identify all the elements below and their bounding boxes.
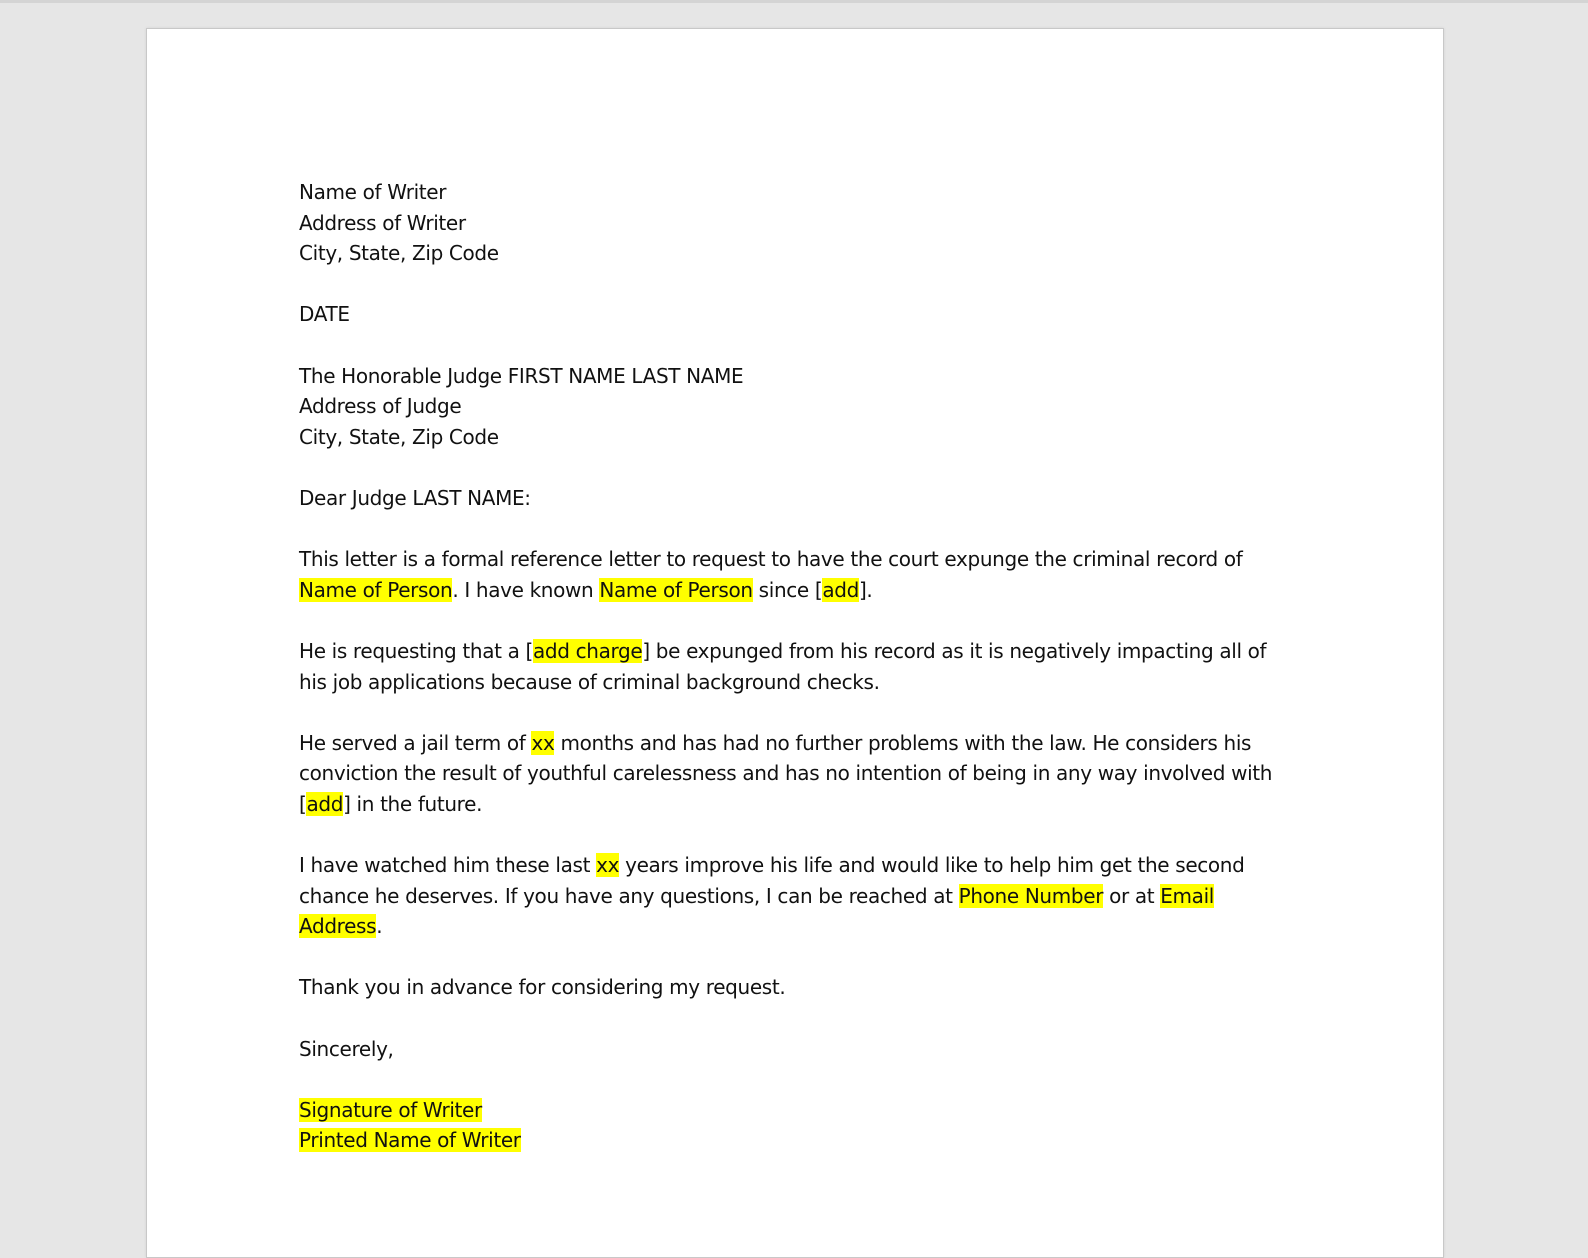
salutation: [299, 483, 1299, 514]
placeholder-years: xx: [596, 853, 620, 878]
paragraph-4-text-3: or at: [1103, 883, 1161, 908]
recipient-city-state-zip: City, State, Zip Code: [299, 424, 499, 449]
placeholder-email-address: Email Address: [299, 883, 1214, 939]
paragraph-2: [299, 636, 1299, 697]
paragraph-4-text-1: I have watched him these last: [299, 853, 597, 878]
paragraph-1-text-4: ].: [858, 577, 873, 602]
sign-off: [299, 1034, 1299, 1065]
closing-thanks-text: Thank you in advance for considering my request.: [299, 975, 786, 1000]
signature-block: [299, 1095, 1299, 1156]
sender-address: Address of Writer: [299, 210, 466, 235]
paragraph-1-text-2: . I have known: [452, 577, 600, 602]
placeholder-printed-name: Printed Name of Writer: [299, 1128, 521, 1153]
placeholder-name-of-person: Name of Person: [599, 577, 753, 602]
placeholder-add: add: [822, 577, 859, 602]
date-text: DATE: [299, 302, 350, 327]
signature-line: [299, 1095, 1299, 1126]
paragraph-3-text-2: months and has had no further problems with the law. He considers his conviction the result of youthful carelessness and has no intention of being in any way involved with [: [299, 730, 1273, 816]
paragraph-3: [299, 728, 1299, 820]
placeholder-name-of-person: Name of Person: [299, 577, 453, 602]
letter-body[interactable]: [299, 177, 1299, 1156]
paragraph-1: [299, 544, 1299, 605]
recipient-name: The Honorable Judge FIRST NAME LAST NAME: [299, 363, 744, 388]
recipient-block: [299, 361, 1299, 453]
sender-name: Name of Writer: [299, 180, 447, 204]
sender-block: [299, 177, 1299, 269]
paragraph-2-text-2: ] be expunged from his record as it is negatively impacting all of his job applications because of criminal background checks.: [299, 638, 1267, 694]
window-top-edge: [0, 0, 1588, 3]
placeholder-add-charge: add charge: [533, 638, 643, 663]
sender-city-state-zip: City, State, Zip Code: [299, 241, 499, 266]
paragraph-2-text-1: He is requesting that a [: [299, 638, 533, 663]
placeholder-add: add: [306, 791, 344, 816]
date-line: [299, 299, 1299, 330]
recipient-address: Address of Judge: [299, 394, 462, 419]
paragraph-1-text-1: This letter is a formal reference letter to request to have the court expunge the criminal record of: [299, 547, 1243, 572]
paragraph-3-text-3: ] in the future.: [343, 791, 483, 816]
paragraph-1-text-3: since [: [752, 577, 823, 602]
document-page[interactable]: [146, 28, 1444, 1258]
sign-off-text: Sincerely,: [299, 1036, 394, 1061]
paragraph-4: [299, 850, 1299, 942]
salutation-text: Dear Judge LAST NAME:: [299, 485, 531, 510]
closing-thanks: [299, 972, 1299, 1003]
paragraph-3-text-1: He served a jail term of: [299, 730, 532, 755]
paragraph-4-text-2: years improve his life and would like to help him get the second chance he deserves. If you have any questions, I can be reached at: [299, 853, 1245, 908]
placeholder-months: xx: [531, 730, 555, 755]
printed-name-line: [299, 1125, 1299, 1156]
placeholder-signature: Signature of Writer: [299, 1097, 482, 1122]
placeholder-phone-number: Phone Number: [958, 883, 1104, 908]
paragraph-4-text-4: .: [376, 914, 383, 939]
